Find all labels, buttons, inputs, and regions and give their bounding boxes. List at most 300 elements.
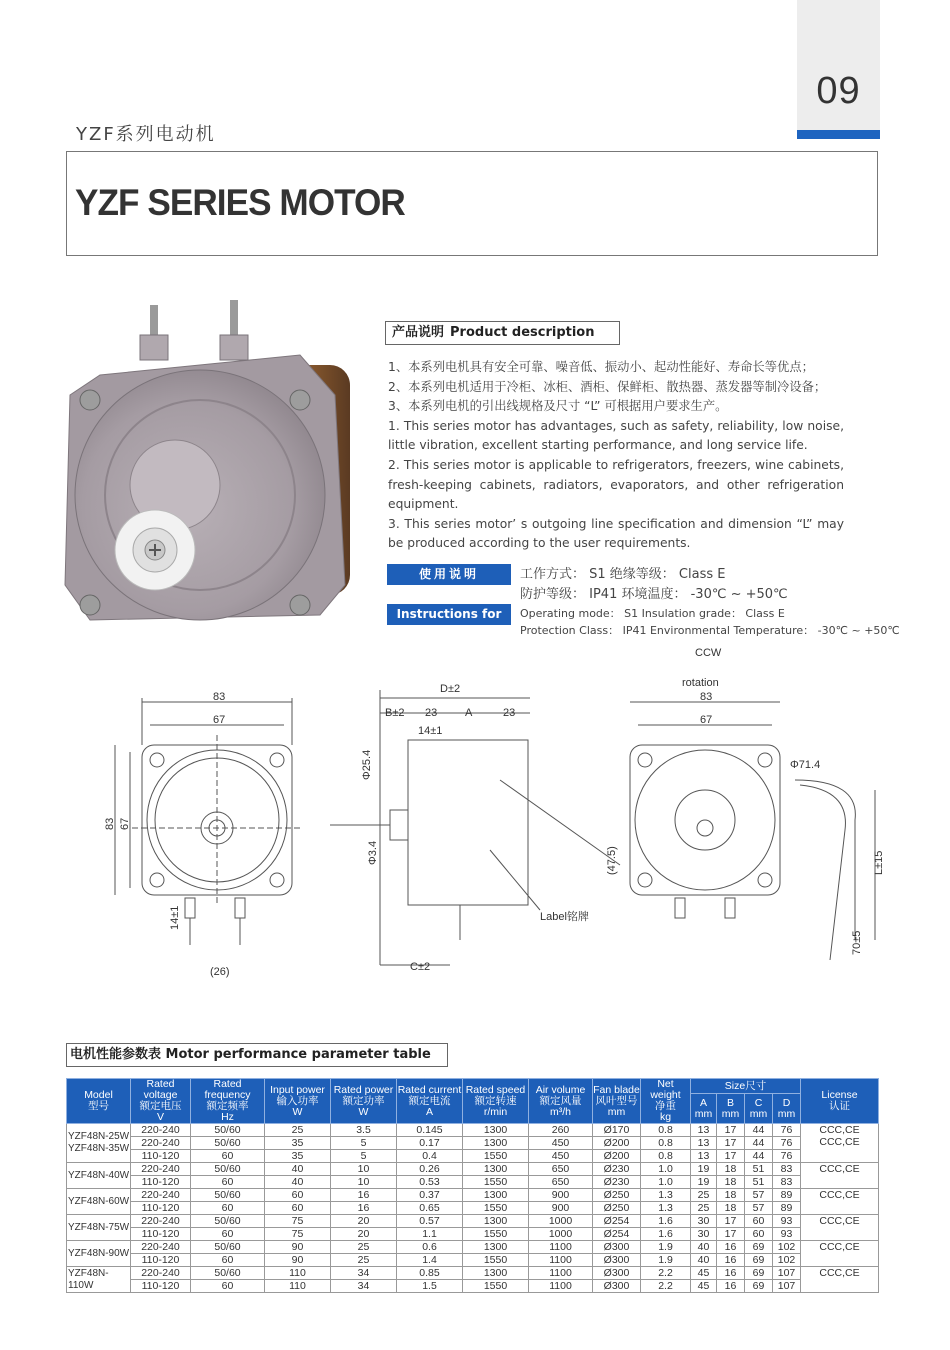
table-row xyxy=(67,1137,879,1150)
table-cell: 10 xyxy=(331,1176,397,1189)
table-cell: 650 xyxy=(529,1176,593,1189)
table-cell: 110 xyxy=(265,1280,331,1293)
table-cell: 60 xyxy=(265,1202,331,1215)
table-cell: 19 xyxy=(691,1176,717,1189)
table-cell: 25 xyxy=(265,1124,331,1137)
table-cell: 1300 xyxy=(463,1215,529,1228)
page-number-bar xyxy=(797,130,880,139)
model-name: YZF48N-60W xyxy=(68,1195,130,1207)
table-cell: 50/60 xyxy=(191,1137,265,1150)
table-cell: Ø300 xyxy=(593,1267,641,1280)
table-cell: 220-240 xyxy=(131,1267,191,1280)
spec-cn-line-2: 防护等级： IP41 环境温度： -30℃ ~ +50℃ xyxy=(520,587,788,602)
license-value: CCC,CE xyxy=(819,1189,860,1201)
front-height-outer: 83 xyxy=(104,817,116,830)
column-header-cn: 额定转速 xyxy=(474,1094,517,1107)
front-view xyxy=(115,698,302,945)
page-number-box xyxy=(797,0,880,130)
size-col-header xyxy=(745,1094,773,1124)
table-cell: 450 xyxy=(529,1150,593,1163)
table-cell: 2.2 xyxy=(641,1267,691,1280)
table-cell: 5 xyxy=(331,1150,397,1163)
front-pitch: (26) xyxy=(210,966,230,978)
table-row xyxy=(67,1124,879,1137)
table-cell: 20 xyxy=(331,1228,397,1241)
table-cell: 260 xyxy=(529,1124,593,1137)
table-cell: Ø200 xyxy=(593,1150,641,1163)
table-cell: 60 xyxy=(191,1202,265,1215)
side-d: D±2 xyxy=(440,683,461,695)
table-cell: 102 xyxy=(773,1241,801,1254)
column-header-en: Rated voltage xyxy=(143,1078,178,1101)
table-cell: 1550 xyxy=(463,1254,529,1267)
rear-l: L±15 xyxy=(873,850,885,875)
table-row xyxy=(67,1150,879,1163)
table-cell: 93 xyxy=(773,1215,801,1228)
table-cell: 3.5 xyxy=(331,1124,397,1137)
column-header xyxy=(641,1079,691,1124)
column-header-unit: A xyxy=(425,1105,433,1118)
table-cell: 1300 xyxy=(463,1137,529,1150)
license-value: CCC,CE xyxy=(819,1136,860,1148)
table-cell: 1.0 xyxy=(641,1163,691,1176)
model-cell xyxy=(67,1163,131,1189)
table-cell: Ø300 xyxy=(593,1254,641,1267)
table-cell: 13 xyxy=(691,1124,717,1137)
rear-width-inner: 67 xyxy=(700,714,713,726)
table-cell: 40 xyxy=(265,1176,331,1189)
table-cell: 110-120 xyxy=(131,1176,191,1189)
column-header-cn: 净重 xyxy=(655,1100,676,1112)
size-header: Size尺寸 xyxy=(691,1079,801,1094)
column-header-en: Rated frequency xyxy=(204,1078,251,1101)
table-cell: 1100 xyxy=(529,1267,593,1280)
table-row xyxy=(67,1267,879,1280)
table-cell: 650 xyxy=(529,1163,593,1176)
table-cell: 69 xyxy=(745,1241,773,1254)
column-header-en: License xyxy=(821,1089,858,1101)
table-cell: 220-240 xyxy=(131,1163,191,1176)
table-cell: 1.9 xyxy=(641,1241,691,1254)
license-cell xyxy=(801,1189,879,1215)
size-col-unit: mm xyxy=(777,1107,796,1120)
table-cell: 1550 xyxy=(463,1280,529,1293)
column-header-en: Fan blade xyxy=(593,1083,640,1096)
product-description-heading-cn: 产品说明 xyxy=(392,325,445,340)
table-cell: 220-240 xyxy=(131,1137,191,1150)
rear-70: 70±5 xyxy=(851,930,863,955)
desc-paragraph: 3. This series motor’ s outgoing line specification and dimension “L” may be produced according to the user requirements. xyxy=(388,516,844,551)
table-cell: 83 xyxy=(773,1163,801,1176)
column-header-unit: Hz xyxy=(221,1111,234,1123)
license-cell xyxy=(801,1267,879,1293)
table-cell: 107 xyxy=(773,1280,801,1293)
table-cell: 44 xyxy=(745,1150,773,1163)
subtitle-cn: YZF系列电动机 xyxy=(76,124,216,145)
table-cell: 60 xyxy=(745,1215,773,1228)
table-cell: 17 xyxy=(717,1215,745,1228)
column-header xyxy=(593,1079,641,1124)
table-cell: 45 xyxy=(691,1280,717,1293)
model-cell xyxy=(67,1215,131,1241)
table-row xyxy=(67,1176,879,1189)
table-cell: 220-240 xyxy=(131,1189,191,1202)
table-cell: 69 xyxy=(745,1280,773,1293)
model-cell xyxy=(67,1241,131,1267)
table-cell: 450 xyxy=(529,1137,593,1150)
table-cell: 19 xyxy=(691,1163,717,1176)
table-cell: 60 xyxy=(191,1150,265,1163)
model-name: YZF48N-110W xyxy=(68,1267,109,1291)
table-cell: 18 xyxy=(717,1202,745,1215)
front-width-outer: 83 xyxy=(213,691,226,703)
column-header-unit: W xyxy=(358,1105,369,1118)
table-cell: 20 xyxy=(331,1215,397,1228)
front-width-inner: 67 xyxy=(213,714,226,726)
table-cell: 0.145 xyxy=(397,1124,463,1137)
size-col-header xyxy=(717,1094,745,1124)
side-view xyxy=(330,690,620,965)
column-header xyxy=(191,1079,265,1124)
table-cell: 60 xyxy=(265,1189,331,1202)
table-cell: 1000 xyxy=(529,1228,593,1241)
table-cell: 0.8 xyxy=(641,1137,691,1150)
license-value: CCC,CE xyxy=(819,1241,860,1253)
table-cell: 60 xyxy=(191,1280,265,1293)
table-cell: 75 xyxy=(265,1228,331,1241)
table-cell: 0.4 xyxy=(397,1150,463,1163)
table-cell: 18 xyxy=(717,1189,745,1202)
page-number: 09 xyxy=(816,70,861,112)
model-cell xyxy=(67,1189,131,1215)
instructions-tag-cn: 使用说明 xyxy=(387,564,511,585)
table-heading xyxy=(66,1043,448,1067)
table-cell: 0.8 xyxy=(641,1124,691,1137)
table-row xyxy=(67,1163,879,1176)
table-cell: 51 xyxy=(745,1163,773,1176)
side-phi3: Φ3.4 xyxy=(367,840,379,865)
table-cell: 76 xyxy=(773,1137,801,1150)
table-cell: 1.5 xyxy=(397,1280,463,1293)
table-cell: 110-120 xyxy=(131,1150,191,1163)
desc-paragraph: 3、本系列电机的引出线规格及尺寸 “L” 可根据用户要求生产。 xyxy=(388,399,728,414)
table-cell: 69 xyxy=(745,1267,773,1280)
table-cell: 25 xyxy=(691,1202,717,1215)
column-header-en: Rated power xyxy=(333,1083,394,1096)
desc-paragraph: 1、本系列电机具有安全可靠、噪音低、振动小、起动性能好、寿命长等优点； xyxy=(388,360,814,374)
column-header-cn: 额定功率 xyxy=(342,1094,385,1107)
table-cell: 50/60 xyxy=(191,1163,265,1176)
table-cell: 25 xyxy=(331,1241,397,1254)
table-cell: 16 xyxy=(717,1280,745,1293)
product-description-heading xyxy=(385,321,620,345)
table-cell: 83 xyxy=(773,1176,801,1189)
table-cell: 220-240 xyxy=(131,1215,191,1228)
motor-photo xyxy=(60,285,365,635)
product-description xyxy=(388,358,844,554)
table-cell: 89 xyxy=(773,1189,801,1202)
table-cell: 1550 xyxy=(463,1150,529,1163)
table-cell: 13 xyxy=(691,1137,717,1150)
column-header-cn: 额定风量 xyxy=(539,1094,582,1107)
title-box xyxy=(66,151,878,256)
rear-width-outer: 83 xyxy=(700,691,713,703)
size-col-letter: A xyxy=(699,1096,707,1109)
column-header xyxy=(67,1079,131,1124)
side-23a: 23 xyxy=(425,707,438,719)
size-col-header xyxy=(691,1094,717,1124)
table-cell: 93 xyxy=(773,1228,801,1241)
column-header-cn: 额定电流 xyxy=(408,1094,451,1107)
table-row xyxy=(67,1189,879,1202)
table-cell: 1100 xyxy=(529,1254,593,1267)
table-heading-cn: 电机性能参数表 xyxy=(70,1047,162,1062)
size-col-unit: mm xyxy=(694,1107,713,1120)
desc-paragraph: 1. This series motor has advantages, such as safety, reliability, low noise, little vibration, excellent starting performance, and long service life. xyxy=(388,418,844,453)
column-header-unit: W xyxy=(292,1105,303,1118)
table-cell: 16 xyxy=(331,1202,397,1215)
column-header xyxy=(463,1079,529,1124)
table-cell: 16 xyxy=(717,1241,745,1254)
table-cell: 50/60 xyxy=(191,1124,265,1137)
table-cell: 220-240 xyxy=(131,1124,191,1137)
column-header-unit: V xyxy=(156,1111,164,1123)
column-header-en: Rated current xyxy=(397,1083,462,1096)
side-c: C±2 xyxy=(410,961,431,973)
side-23b: 23 xyxy=(503,707,516,719)
table-cell: 50/60 xyxy=(191,1267,265,1280)
table-cell: 1300 xyxy=(463,1124,529,1137)
table-cell: 16 xyxy=(331,1189,397,1202)
column-header-cn: 额定电压 xyxy=(139,1100,182,1112)
table-cell: 0.53 xyxy=(397,1176,463,1189)
table-cell: 5 xyxy=(331,1137,397,1150)
instructions-tag-en: Instructions for Use xyxy=(387,604,511,625)
table-row xyxy=(67,1241,879,1254)
spec-cn-line-1: 工作方式： S1 绝缘等级： Class E xyxy=(520,567,726,582)
table-cell: 35 xyxy=(265,1150,331,1163)
table-cell: 1300 xyxy=(463,1267,529,1280)
table-cell: Ø250 xyxy=(593,1202,641,1215)
table-cell: 220-240 xyxy=(131,1241,191,1254)
table-cell: 1300 xyxy=(463,1189,529,1202)
column-header-unit: kg xyxy=(659,1111,672,1123)
column-header-cn: 输入功率 xyxy=(276,1094,319,1107)
column-header xyxy=(331,1079,397,1124)
page-title: YZF SERIES MOTOR xyxy=(75,182,405,223)
table-cell: 107 xyxy=(773,1267,801,1280)
table-cell: 40 xyxy=(691,1241,717,1254)
license-cell xyxy=(801,1241,879,1267)
table-cell: 51 xyxy=(745,1176,773,1189)
table-cell: Ø254 xyxy=(593,1228,641,1241)
table-cell: Ø200 xyxy=(593,1137,641,1150)
side-47: (47.5) xyxy=(606,846,618,875)
license-value: CCC,CE xyxy=(819,1267,860,1279)
table-cell: Ø300 xyxy=(593,1241,641,1254)
desc-paragraph: 2、本系列电机适用于冷柜、冰柜、酒柜、保鲜柜、散热器、蒸发器等制冷设备； xyxy=(388,379,827,394)
table-cell: 30 xyxy=(691,1215,717,1228)
model-cell xyxy=(67,1267,131,1293)
table-cell: 89 xyxy=(773,1202,801,1215)
size-col-unit: mm xyxy=(749,1107,768,1120)
table-cell: 69 xyxy=(745,1254,773,1267)
table-cell: 25 xyxy=(331,1254,397,1267)
size-col-letter: C xyxy=(754,1096,763,1109)
front-height-inner: 67 xyxy=(119,817,131,830)
table-cell: 60 xyxy=(191,1254,265,1267)
size-col-letter: D xyxy=(782,1096,791,1109)
front-lead-length: 14±1 xyxy=(169,905,181,930)
table-cell: 1550 xyxy=(463,1228,529,1241)
table-cell: 110-120 xyxy=(131,1202,191,1215)
table-cell: 50/60 xyxy=(191,1189,265,1202)
table-cell: 110 xyxy=(265,1267,331,1280)
table-cell: 34 xyxy=(331,1267,397,1280)
table-cell: 75 xyxy=(265,1215,331,1228)
side-14: 14±1 xyxy=(418,725,443,737)
column-header-unit: mm xyxy=(607,1105,626,1118)
column-header xyxy=(265,1079,331,1124)
model-name: YZF48N-75W xyxy=(68,1221,130,1233)
license-value: CCC,CE xyxy=(819,1215,860,1227)
table-cell: 17 xyxy=(717,1150,745,1163)
table-cell: 60 xyxy=(745,1228,773,1241)
table-cell: 110-120 xyxy=(131,1228,191,1241)
table-cell: 0.57 xyxy=(397,1215,463,1228)
table-cell: 0.85 xyxy=(397,1267,463,1280)
table-cell: 35 xyxy=(265,1137,331,1150)
table-cell: 44 xyxy=(745,1124,773,1137)
column-header-en: Input power xyxy=(270,1083,325,1096)
table-cell: 50/60 xyxy=(191,1215,265,1228)
table-cell: Ø230 xyxy=(593,1163,641,1176)
table-cell: 0.65 xyxy=(397,1202,463,1215)
table-heading-en: Motor performance parameter table xyxy=(165,1047,431,1062)
table-row xyxy=(67,1228,879,1241)
table-cell: 1300 xyxy=(463,1241,529,1254)
size-col-unit: mm xyxy=(721,1107,740,1120)
table-row xyxy=(67,1280,879,1293)
table-cell: 16 xyxy=(717,1254,745,1267)
table-cell: 50/60 xyxy=(191,1241,265,1254)
column-header-unit: m³/h xyxy=(550,1105,571,1118)
table-cell: 18 xyxy=(717,1176,745,1189)
size-col-letter: B xyxy=(726,1096,734,1109)
side-label: Label铭牌 xyxy=(540,911,589,923)
table-cell: 1.9 xyxy=(641,1254,691,1267)
table-cell: 40 xyxy=(265,1163,331,1176)
table-cell: 900 xyxy=(529,1202,593,1215)
side-phi25: Φ25.4 xyxy=(361,749,373,780)
table-cell: 1.1 xyxy=(397,1228,463,1241)
table-cell: Ø254 xyxy=(593,1215,641,1228)
table-cell: Ø250 xyxy=(593,1189,641,1202)
model-cell xyxy=(67,1124,131,1163)
column-header-cn: 型号 xyxy=(88,1100,109,1112)
table-cell: Ø230 xyxy=(593,1176,641,1189)
table-cell: 90 xyxy=(265,1254,331,1267)
table-cell: 60 xyxy=(191,1176,265,1189)
rear-ccw: CCW xyxy=(695,647,722,659)
table-cell: Ø170 xyxy=(593,1124,641,1137)
model-name: YZF48N-90W xyxy=(68,1247,130,1259)
table-cell: 102 xyxy=(773,1254,801,1267)
table-cell: 2.2 xyxy=(641,1280,691,1293)
license-value: CCC,CE xyxy=(819,1124,860,1136)
table-cell: 16 xyxy=(717,1267,745,1280)
column-header-cn: 额定频率 xyxy=(206,1100,249,1112)
spec-en-line-1: Operating mode： S1 Insulation grade： Class E xyxy=(520,607,785,620)
table-cell: 1.3 xyxy=(641,1202,691,1215)
table-cell: 57 xyxy=(745,1189,773,1202)
table-cell: 1550 xyxy=(463,1176,529,1189)
product-description-heading-en: Product description xyxy=(450,325,595,340)
table-cell: 45 xyxy=(691,1267,717,1280)
column-header-unit: r/min xyxy=(483,1105,508,1118)
table-cell: 1550 xyxy=(463,1202,529,1215)
model-name: YZF48N-35W xyxy=(68,1143,130,1154)
spec-en-line-2: Protection Class： IP41 Environmental Temperature： -30℃ ~ +50℃ xyxy=(520,624,900,637)
table-cell: 57 xyxy=(745,1202,773,1215)
performance-table xyxy=(66,1078,879,1293)
table-cell: 18 xyxy=(717,1163,745,1176)
table-cell: 1.6 xyxy=(641,1215,691,1228)
license-value: CCC,CE xyxy=(819,1163,860,1175)
model-name: YZF48N-40W xyxy=(68,1169,130,1181)
table-cell: Ø300 xyxy=(593,1280,641,1293)
table-cell: 0.26 xyxy=(397,1163,463,1176)
table-cell: 44 xyxy=(745,1137,773,1150)
table-cell: 10 xyxy=(331,1163,397,1176)
license-cell xyxy=(801,1215,879,1241)
table-row xyxy=(67,1254,879,1267)
table-cell: 1300 xyxy=(463,1163,529,1176)
column-header-cn: 风叶型号 xyxy=(595,1094,638,1107)
table-cell: 1.4 xyxy=(397,1254,463,1267)
table-cell: 1100 xyxy=(529,1280,593,1293)
table-cell: 110-120 xyxy=(131,1280,191,1293)
side-b: B±2 xyxy=(385,707,405,719)
model-name: YZF48N-25W xyxy=(68,1131,130,1142)
side-a: A xyxy=(465,707,473,719)
table-cell: 76 xyxy=(773,1124,801,1137)
desc-paragraph: 2. This series motor is applicable to refrigerators, freezers, wine cabinets, fresh-keeping cabinets, radiators, evaporators, and other refrigeration equipment. xyxy=(388,457,844,512)
table-cell: 30 xyxy=(691,1228,717,1241)
column-header xyxy=(529,1079,593,1124)
table-row xyxy=(67,1215,879,1228)
column-header xyxy=(801,1079,879,1124)
table-cell: 1100 xyxy=(529,1241,593,1254)
license-cell xyxy=(801,1163,879,1189)
table-cell: 1.0 xyxy=(641,1176,691,1189)
table-cell: 110-120 xyxy=(131,1254,191,1267)
column-header-cn: 认证 xyxy=(829,1100,850,1112)
table-row xyxy=(67,1202,879,1215)
table-cell: 1.6 xyxy=(641,1228,691,1241)
table-cell: 0.17 xyxy=(397,1137,463,1150)
license-cell xyxy=(801,1124,879,1163)
column-header-en: Model xyxy=(84,1089,113,1101)
table-cell: 13 xyxy=(691,1150,717,1163)
table-cell: 90 xyxy=(265,1241,331,1254)
table-cell: 900 xyxy=(529,1189,593,1202)
table-cell: 40 xyxy=(691,1254,717,1267)
column-header xyxy=(397,1079,463,1124)
table-cell: 0.37 xyxy=(397,1189,463,1202)
table-cell: 1.3 xyxy=(641,1189,691,1202)
table-cell: 1000 xyxy=(529,1215,593,1228)
